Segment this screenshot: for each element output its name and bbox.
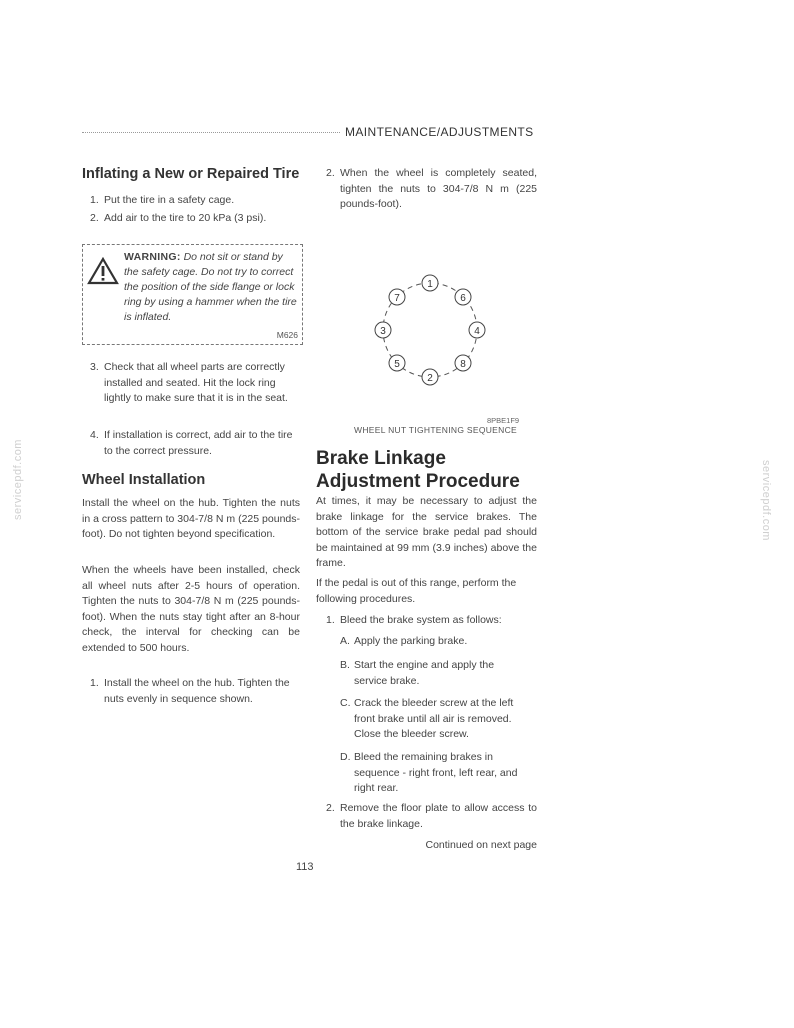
nut-2 <box>422 369 438 385</box>
inflating-step-1-text: Put the tire in a safety cage. <box>104 194 235 206</box>
brake-paragraph-2: If the pedal is out of this range, perform the following procedures. <box>316 577 517 605</box>
brake-step-1-text: Bleed the brake system as follows: <box>340 614 502 626</box>
warning-text <box>124 250 300 325</box>
brake-substep-b: B. Start the engine and apply the service brake. <box>340 659 495 687</box>
nut-1 <box>422 275 438 291</box>
inflating-step-4-text: If installation is correct, add air to the tire to the correct pressure. <box>104 429 293 457</box>
nut-5 <box>389 355 405 371</box>
figure-code: 8PBE1F9 <box>487 416 520 425</box>
wheel-paragraph-1: Install the wheel on the hub. Tighten the nuts in a cross pattern to 304-7/8 N m (225 pounds-foot). Do not tighten beyond specification. <box>82 497 300 540</box>
wheel-nut-diagram <box>368 270 492 390</box>
nut-4 <box>469 322 485 338</box>
svg-text:4: 4 <box>474 326 480 337</box>
brake-substep-d: D. Bleed the remaining brakes in sequence - right front, left rear, and right rear. <box>340 751 518 794</box>
inflating-step-2: 2. Add air to the tire to 20 kPa (3 psi). <box>90 211 308 227</box>
nut-7 <box>389 289 405 305</box>
warning-triangle-icon <box>87 257 119 285</box>
wheel-installation-title: Wheel Installation <box>82 472 206 488</box>
svg-text:3: 3 <box>380 326 386 337</box>
warning-box <box>82 244 303 345</box>
nut-3 <box>375 322 391 338</box>
watermark-right: servicepdf.com <box>760 460 772 541</box>
nut-8 <box>455 355 471 371</box>
continued-note: Continued on next page <box>425 839 537 851</box>
warning-body: Do not sit or stand by the safety cage. Do not try to correct the position of the side flange or lock ring by using a hammer when the tire is inflated. <box>124 251 297 323</box>
inflating-step-3: 3. Check that all wheel parts are correctly installed and seated. Hit the lock ring lightly to make sure that it is in the seat. <box>90 360 302 407</box>
brake-step-2-text: Remove the floor plate to allow access to the brake linkage. <box>340 802 537 830</box>
header-rule <box>82 132 340 133</box>
section-header: MAINTENANCE/ADJUSTMENTS <box>345 125 534 139</box>
wheel-step-1-text: Install the wheel on the hub. Tighten the nuts evenly in sequence shown. <box>104 677 290 705</box>
figure-caption: WHEEL NUT TIGHTENING SEQUENCE <box>354 425 517 435</box>
inflating-step-1: 1. Put the tire in a safety cage. <box>90 193 308 209</box>
brake-linkage-title: Brake Linkage Adjustment Procedure <box>316 448 520 492</box>
svg-text:7: 7 <box>394 293 400 304</box>
svg-text:8: 8 <box>460 359 466 370</box>
brake-substep-a: A. Apply the parking brake. <box>340 635 468 647</box>
svg-text:2: 2 <box>427 373 433 384</box>
inflating-step-3-text: Check that all wheel parts are correctly installed and seated. Hit the lock ring lightly to make sure that it is in the seat. <box>104 361 288 404</box>
wheel-step-1: 1. Install the wheel on the hub. Tighten the nuts evenly in sequence shown. <box>90 676 302 707</box>
brake-substep-c: C. Crack the bleeder screw at the left front brake until all air is removed. Close the bleeder screw. <box>340 697 514 740</box>
inflating-step-4: 4. If installation is correct, add air to the tire to the correct pressure. <box>90 428 302 459</box>
inflating-title: Inflating a New or Repaired Tire <box>82 166 300 182</box>
svg-text:6: 6 <box>460 293 466 304</box>
svg-text:1: 1 <box>427 279 433 290</box>
brake-step-1: 1. Bleed the brake system as follows: <box>326 613 537 629</box>
wheel-step-2-text: When the wheel is completely seated, tighten the nuts to 304-7/8 N m (225 pounds-foot). <box>340 167 537 210</box>
brake-step-2: 2. Remove the floor plate to allow access to the brake linkage. <box>326 801 537 832</box>
wheel-step-2: 2. When the wheel is completely seated, tighten the nuts to 304-7/8 N m (225 pounds-foot). <box>326 166 537 213</box>
svg-text:5: 5 <box>394 359 400 370</box>
brake-paragraph-1: At times, it may be necessary to adjust the brake linkage for the service brakes. The bottom of the service brake pedal pad should be maintained at 99 mm (3.9 inches) above the frame. <box>316 495 537 569</box>
warning-code: M626 <box>276 330 298 340</box>
warning-label: WARNING: <box>124 251 181 263</box>
inflating-step-2-text: Add air to the tire to 20 kPa (3 psi). <box>104 212 267 224</box>
nut-6 <box>455 289 471 305</box>
watermark-left: servicepdf.com <box>12 439 24 520</box>
page-number: 113 <box>296 861 314 873</box>
wheel-paragraph-2: When the wheels have been installed, check all wheel nuts after 2-5 hours of operation. Tighten the nuts to 304-7/8 N m (225 pounds-foot). When the nuts stay tight after an 8-hour check, the interval for checking can be extended to 500 hours. <box>82 564 300 654</box>
